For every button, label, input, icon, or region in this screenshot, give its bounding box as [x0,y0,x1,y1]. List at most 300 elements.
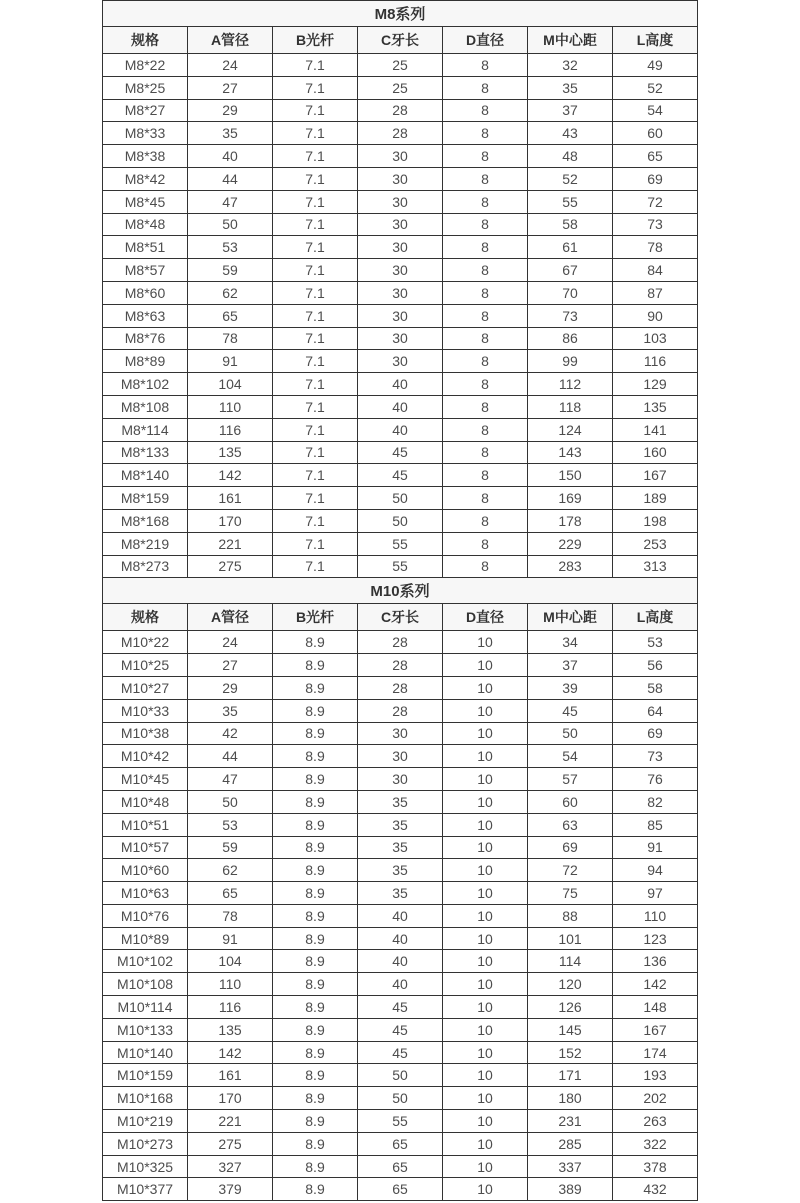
table-cell: 8.9 [273,996,358,1019]
table-cell: 40 [358,395,443,418]
table-cell: 50 [358,509,443,532]
table-row [103,882,698,905]
table-cell: 48 [528,145,613,168]
table-cell: 45 [358,996,443,1019]
column-header: L高度 [613,604,698,631]
table-cell: 110 [188,395,273,418]
table-cell: 24 [188,631,273,654]
table-cell: 379 [188,1178,273,1201]
table-cell: 54 [528,745,613,768]
table-cell: M10*273 [103,1132,188,1155]
table-cell: 7.1 [273,464,358,487]
table-cell: 123 [613,927,698,950]
table-cell: 142 [188,464,273,487]
table-cell: 8.9 [273,859,358,882]
table-cell: 50 [358,1087,443,1110]
table-cell: 8.9 [273,745,358,768]
table-cell: 49 [613,54,698,77]
table-cell: 47 [188,768,273,791]
table-cell: 65 [358,1155,443,1178]
table-cell: 8.9 [273,882,358,905]
table-cell: M10*108 [103,973,188,996]
table-cell: 7.1 [273,304,358,327]
table-cell: M10*48 [103,790,188,813]
table-cell: 10 [443,973,528,996]
table-cell: 64 [613,699,698,722]
table-cell: M8*273 [103,555,188,578]
section-title: M8系列 [103,1,698,27]
table-cell: 10 [443,1155,528,1178]
table-cell: 35 [358,813,443,836]
table-cell: M10*168 [103,1087,188,1110]
table-cell: M8*27 [103,99,188,122]
table-cell: 30 [358,745,443,768]
table-cell: M10*22 [103,631,188,654]
table-cell: 10 [443,1132,528,1155]
table-cell: 60 [528,790,613,813]
table-row [103,904,698,927]
table-cell: 35 [358,790,443,813]
table-cell: 73 [528,304,613,327]
table-cell: 53 [188,236,273,259]
table-cell: 78 [188,904,273,927]
spec-table-body [103,1,698,1201]
table-cell: 28 [358,654,443,677]
table-cell: 7.1 [273,555,358,578]
table-row [103,145,698,168]
table-cell: 91 [188,927,273,950]
table-row [103,1110,698,1133]
table-cell: M8*76 [103,327,188,350]
table-cell: 30 [358,213,443,236]
table-cell: 40 [358,904,443,927]
table-cell: 8.9 [273,950,358,973]
table-cell: 69 [528,836,613,859]
table-cell: 8.9 [273,836,358,859]
table-cell: 8 [443,464,528,487]
table-cell: 7.1 [273,350,358,373]
table-cell: 97 [613,882,698,905]
table-cell: 178 [528,509,613,532]
table-row [103,304,698,327]
table-row [103,676,698,699]
table-cell: 50 [528,722,613,745]
table-cell: 65 [188,882,273,905]
table-cell: 104 [188,373,273,396]
table-cell: 7.1 [273,145,358,168]
table-cell: 30 [358,722,443,745]
table-cell: 10 [443,790,528,813]
table-cell: M8*89 [103,350,188,373]
table-row [103,281,698,304]
table-cell: 40 [188,145,273,168]
table-row [103,654,698,677]
table-cell: M10*33 [103,699,188,722]
column-header: 规格 [103,604,188,631]
table-cell: 84 [613,259,698,282]
column-header: M中心距 [528,27,613,54]
table-row [103,76,698,99]
table-row [103,213,698,236]
table-cell: 7.1 [273,190,358,213]
table-cell: 52 [528,167,613,190]
table-cell: 28 [358,631,443,654]
table-cell: M10*45 [103,768,188,791]
table-cell: 47 [188,190,273,213]
table-cell: 104 [188,950,273,973]
table-cell: 65 [188,304,273,327]
table-cell: M8*140 [103,464,188,487]
table-cell: 8 [443,99,528,122]
table-cell: 7.1 [273,418,358,441]
table-row [103,487,698,510]
table-cell: 37 [528,99,613,122]
table-row [103,395,698,418]
table-cell: M10*140 [103,1041,188,1064]
table-cell: 39 [528,676,613,699]
table-row [103,996,698,1019]
table-cell: 53 [188,813,273,836]
table-cell: M8*51 [103,236,188,259]
table-cell: 8 [443,122,528,145]
table-cell: 8 [443,76,528,99]
table-cell: 120 [528,973,613,996]
table-cell: 136 [613,950,698,973]
table-cell: 7.1 [273,509,358,532]
table-cell: 30 [358,236,443,259]
table-cell: 30 [358,145,443,168]
table-cell: M8*57 [103,259,188,282]
table-cell: M8*168 [103,509,188,532]
table-row [103,1064,698,1087]
table-cell: 45 [358,1041,443,1064]
table-cell: 29 [188,676,273,699]
table-cell: 72 [528,859,613,882]
table-cell: 10 [443,1087,528,1110]
table-cell: M8*102 [103,373,188,396]
table-cell: 8 [443,487,528,510]
table-cell: M8*133 [103,441,188,464]
table-cell: 8 [443,304,528,327]
column-header: B光杆 [273,604,358,631]
table-cell: 150 [528,464,613,487]
table-cell: 60 [613,122,698,145]
table-cell: 8.9 [273,1087,358,1110]
table-row [103,950,698,973]
section-title-row [103,1,698,27]
table-cell: 8 [443,327,528,350]
table-row [103,555,698,578]
table-cell: M8*22 [103,54,188,77]
table-cell: 69 [613,722,698,745]
table-cell: 8.9 [273,1155,358,1178]
table-cell: 7.1 [273,281,358,304]
table-cell: 135 [613,395,698,418]
table-cell: 10 [443,745,528,768]
table-cell: 10 [443,1178,528,1201]
table-cell: 44 [188,745,273,768]
table-cell: 7.1 [273,441,358,464]
table-cell: 25 [358,54,443,77]
table-cell: 112 [528,373,613,396]
table-cell: 10 [443,1064,528,1087]
table-row [103,99,698,122]
table-cell: 10 [443,631,528,654]
column-header-row [103,27,698,54]
table-cell: 10 [443,768,528,791]
table-cell: 67 [528,259,613,282]
table-cell: 129 [613,373,698,396]
table-row [103,631,698,654]
column-header: 规格 [103,27,188,54]
table-cell: 86 [528,327,613,350]
table-cell: 91 [188,350,273,373]
table-cell: 45 [358,464,443,487]
table-row [103,859,698,882]
table-cell: 110 [613,904,698,927]
table-cell: 327 [188,1155,273,1178]
table-cell: 30 [358,327,443,350]
table-cell: 58 [613,676,698,699]
table-cell: 118 [528,395,613,418]
table-cell: 7.1 [273,259,358,282]
table-row [103,532,698,555]
table-cell: 73 [613,213,698,236]
table-cell: 10 [443,1041,528,1064]
table-cell: 65 [358,1178,443,1201]
table-cell: 8.9 [273,973,358,996]
table-cell: 432 [613,1178,698,1201]
table-row [103,441,698,464]
table-cell: 10 [443,1018,528,1041]
table-row [103,836,698,859]
table-cell: 62 [188,859,273,882]
table-cell: 253 [613,532,698,555]
table-cell: 124 [528,418,613,441]
table-cell: 8.9 [273,813,358,836]
table-cell: 55 [358,1110,443,1133]
table-cell: 7.1 [273,54,358,77]
column-header: L高度 [613,27,698,54]
table-cell: 65 [613,145,698,168]
table-cell: 45 [358,441,443,464]
table-cell: 221 [188,1110,273,1133]
table-cell: 55 [358,532,443,555]
table-cell: 44 [188,167,273,190]
table-cell: 389 [528,1178,613,1201]
table-cell: 7.1 [273,213,358,236]
table-cell: 8.9 [273,1041,358,1064]
table-cell: 24 [188,54,273,77]
table-cell: 35 [358,836,443,859]
table-cell: 285 [528,1132,613,1155]
column-header: M中心距 [528,604,613,631]
table-cell: 40 [358,950,443,973]
table-cell: 263 [613,1110,698,1133]
table-cell: 135 [188,1018,273,1041]
table-cell: 40 [358,373,443,396]
table-cell: 148 [613,996,698,1019]
table-cell: 30 [358,259,443,282]
table-cell: 69 [613,167,698,190]
table-cell: 193 [613,1064,698,1087]
table-cell: 27 [188,654,273,677]
table-row [103,1132,698,1155]
table-cell: 160 [613,441,698,464]
table-cell: 45 [528,699,613,722]
table-cell: M10*102 [103,950,188,973]
column-header-row [103,604,698,631]
table-cell: 8 [443,555,528,578]
table-cell: M10*27 [103,676,188,699]
table-cell: 7.1 [273,76,358,99]
column-header: B光杆 [273,27,358,54]
table-cell: 35 [358,882,443,905]
table-cell: 142 [188,1041,273,1064]
table-cell: 8.9 [273,927,358,950]
table-cell: 29 [188,99,273,122]
table-cell: 169 [528,487,613,510]
table-cell: 45 [358,1018,443,1041]
table-cell: 54 [613,99,698,122]
table-cell: 73 [613,745,698,768]
table-cell: 62 [188,281,273,304]
table-cell: 198 [613,509,698,532]
table-cell: 94 [613,859,698,882]
table-cell: 10 [443,654,528,677]
table-cell: 7.1 [273,99,358,122]
table-cell: 8.9 [273,676,358,699]
table-cell: 114 [528,950,613,973]
section-title-row [103,578,698,604]
table-cell: 72 [613,190,698,213]
table-cell: 116 [613,350,698,373]
table-cell: 50 [188,213,273,236]
table-cell: 35 [358,859,443,882]
table-row [103,54,698,77]
table-cell: 202 [613,1087,698,1110]
table-cell: 221 [188,532,273,555]
table-cell: 56 [613,654,698,677]
table-cell: 8 [443,145,528,168]
table-cell: M8*42 [103,167,188,190]
table-cell: 180 [528,1087,613,1110]
table-row [103,327,698,350]
table-cell: 110 [188,973,273,996]
table-cell: 174 [613,1041,698,1064]
table-cell: 10 [443,813,528,836]
table-cell: 10 [443,676,528,699]
table-cell: 85 [613,813,698,836]
table-cell: 7.1 [273,167,358,190]
table-cell: 30 [358,190,443,213]
table-cell: 50 [188,790,273,813]
table-cell: 8 [443,259,528,282]
table-cell: 28 [358,676,443,699]
table-cell: 28 [358,122,443,145]
table-cell: M8*48 [103,213,188,236]
table-cell: 99 [528,350,613,373]
table-cell: M10*133 [103,1018,188,1041]
table-cell: 8.9 [273,699,358,722]
table-cell: 30 [358,167,443,190]
table-cell: 25 [358,76,443,99]
table-cell: 30 [358,350,443,373]
table-cell: 43 [528,122,613,145]
column-header: C牙长 [358,27,443,54]
table-row [103,373,698,396]
table-row [103,1087,698,1110]
table-cell: 10 [443,950,528,973]
table-row [103,259,698,282]
table-cell: 30 [358,304,443,327]
table-cell: 37 [528,654,613,677]
table-cell: M10*159 [103,1064,188,1087]
table-cell: M10*325 [103,1155,188,1178]
table-cell: 116 [188,418,273,441]
table-cell: 8 [443,509,528,532]
table-cell: 35 [188,699,273,722]
table-cell: 59 [188,259,273,282]
table-cell: 8 [443,532,528,555]
table-cell: 8 [443,373,528,396]
table-cell: 8 [443,395,528,418]
table-cell: 34 [528,631,613,654]
table-row [103,1041,698,1064]
table-cell: 10 [443,699,528,722]
table-row [103,167,698,190]
table-cell: 8 [443,190,528,213]
table-cell: 63 [528,813,613,836]
table-cell: M10*38 [103,722,188,745]
table-cell: 313 [613,555,698,578]
table-cell: 32 [528,54,613,77]
table-cell: 161 [188,487,273,510]
table-cell: 142 [613,973,698,996]
table-row [103,699,698,722]
table-cell: 10 [443,996,528,1019]
table-cell: 8.9 [273,654,358,677]
table-row [103,745,698,768]
pipe-clamp-spec-table [102,0,698,1201]
table-cell: 10 [443,722,528,745]
table-cell: 283 [528,555,613,578]
table-cell: M10*63 [103,882,188,905]
table-cell: 7.1 [273,487,358,510]
table-row [103,722,698,745]
table-cell: 78 [188,327,273,350]
table-cell: 55 [358,555,443,578]
table-row [103,122,698,145]
table-cell: 8 [443,441,528,464]
table-cell: 27 [188,76,273,99]
table-cell: 76 [613,768,698,791]
table-cell: M10*377 [103,1178,188,1201]
table-cell: 322 [613,1132,698,1155]
table-cell: 30 [358,281,443,304]
table-cell: 75 [528,882,613,905]
table-cell: 337 [528,1155,613,1178]
table-cell: 82 [613,790,698,813]
table-cell: 65 [358,1132,443,1155]
table-cell: M8*63 [103,304,188,327]
table-cell: 170 [188,1087,273,1110]
table-row [103,464,698,487]
table-cell: 116 [188,996,273,1019]
table-cell: 275 [188,555,273,578]
table-cell: M10*76 [103,904,188,927]
table-cell: 167 [613,464,698,487]
